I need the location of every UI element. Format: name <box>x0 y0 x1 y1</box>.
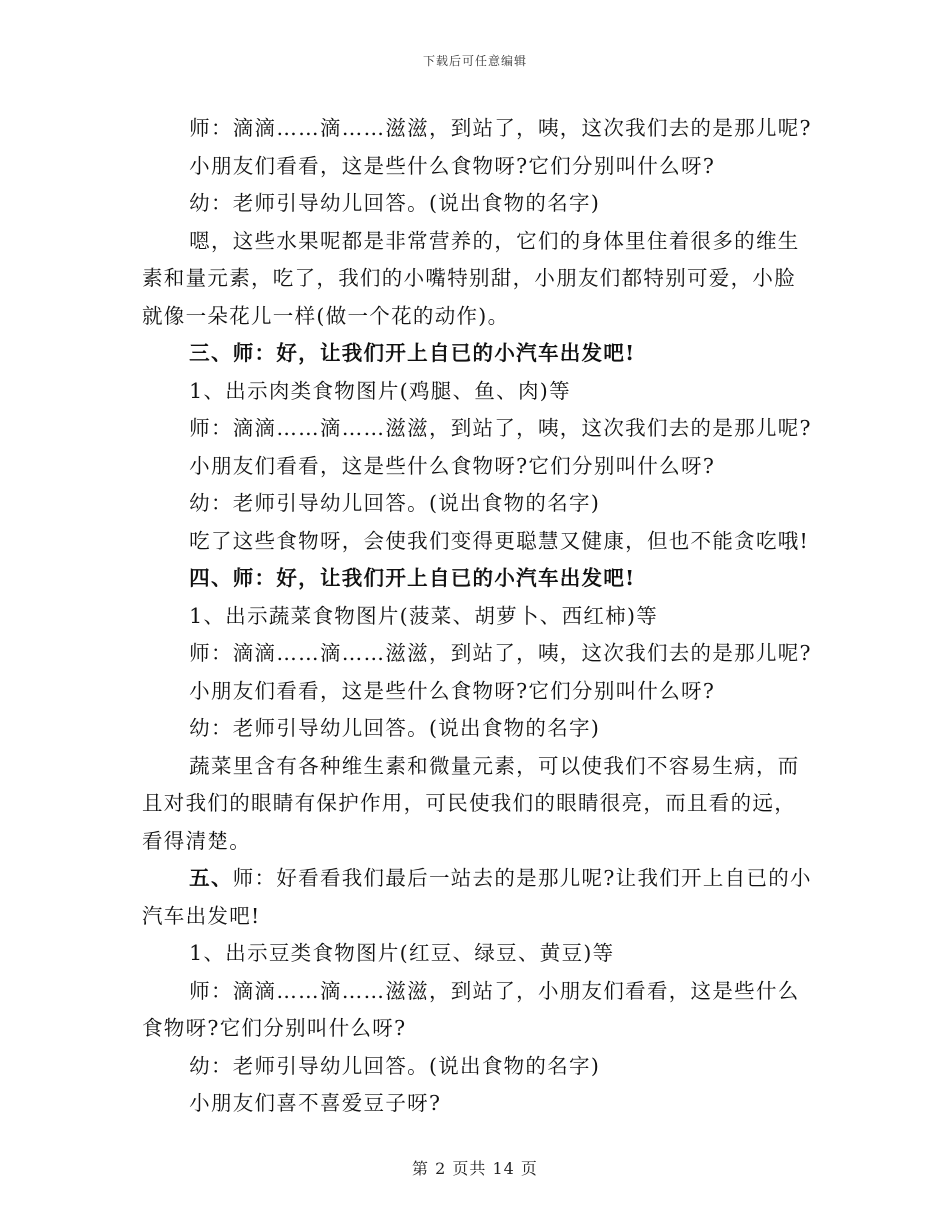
paragraph: 师：滴滴……滴……滋滋，到站了，咦，这次我们去的是那儿呢? <box>189 641 812 665</box>
section-text: 师：好看看我们最后一站去的是那儿呢?让我们开上自已的小汽车出发吧! <box>142 866 812 928</box>
paragraph: 蔬菜里含有各种维生素和微量元素，可以使我们不容易生病，而且对我们的眼睛有保护作用，可民使我们的眼睛很亮，而且看的远，看得清楚。 <box>142 753 800 853</box>
page-header: 下载后可任意编辑 <box>422 54 527 68</box>
paragraph: 小朋友们喜不喜爱豆子呀? <box>189 1091 442 1115</box>
paragraph: 幼：老师引导幼儿回答。(说出食物的名字) <box>189 191 601 215</box>
paragraph: 1、出示肉类食物图片(鸡腿、鱼、肉)等 <box>189 378 571 403</box>
paragraph: 幼：老师引导幼儿回答。(说出食物的名字) <box>189 1053 601 1078</box>
paragraph: 小朋友们看看，这是些什么食物呀?它们分别叫什么呀? <box>189 678 716 703</box>
document-body <box>142 110 814 1123</box>
paragraph: 幼：老师引导幼儿回答。(说出食物的名字) <box>189 491 601 515</box>
paragraph: 幼：老师引导幼儿回答。(说出食物的名字) <box>189 716 601 740</box>
paragraph: 小朋友们看看，这是些什么食物呀?它们分别叫什么呀? <box>189 453 716 478</box>
paragraph: 小朋友们看看，这是些什么食物呀?它们分别叫什么呀? <box>189 153 716 178</box>
paragraph: 吃了这些食物呀，会使我们变得更聪慧又健康，但也不能贪吃哦! <box>189 528 810 553</box>
section-heading: 四、师：好，让我们开上自已的小汽车出发吧! <box>189 566 636 590</box>
paragraph: 1、出示豆类食物图片(红豆、绿豆、黄豆)等 <box>189 941 615 965</box>
paragraph: 嗯，这些水果呢都是非常营养的，它们的身体里住着很多的维生素和量元素，吃了，我们的小嘴特别甜，小朋友们都特别可爱，小脸就像一朵花儿一样(做一个花的动作)。 <box>142 228 800 328</box>
section-heading: 三、师：好，让我们开上自已的小汽车出发吧! <box>189 341 636 365</box>
paragraph: 师：滴滴……滴……滋滋，到站了，咦，这次我们去的是那儿呢? <box>189 116 812 140</box>
paragraph: 师：滴滴……滴……滋滋，到站了，咦，这次我们去的是那儿呢? <box>189 416 812 440</box>
page-footer: 第 2 页共 14 页 <box>412 1159 538 1178</box>
paragraph: 师：滴滴……滴……滋滋，到站了，小朋友们看看，这是些什么食物呀?它们分别叫什么呀? <box>142 978 800 1040</box>
section-number: 五、 <box>189 866 233 890</box>
paragraph: 1、出示蔬菜食物图片(菠菜、胡萝卜、西红柿)等 <box>189 603 659 628</box>
section-paragraph <box>142 860 814 935</box>
